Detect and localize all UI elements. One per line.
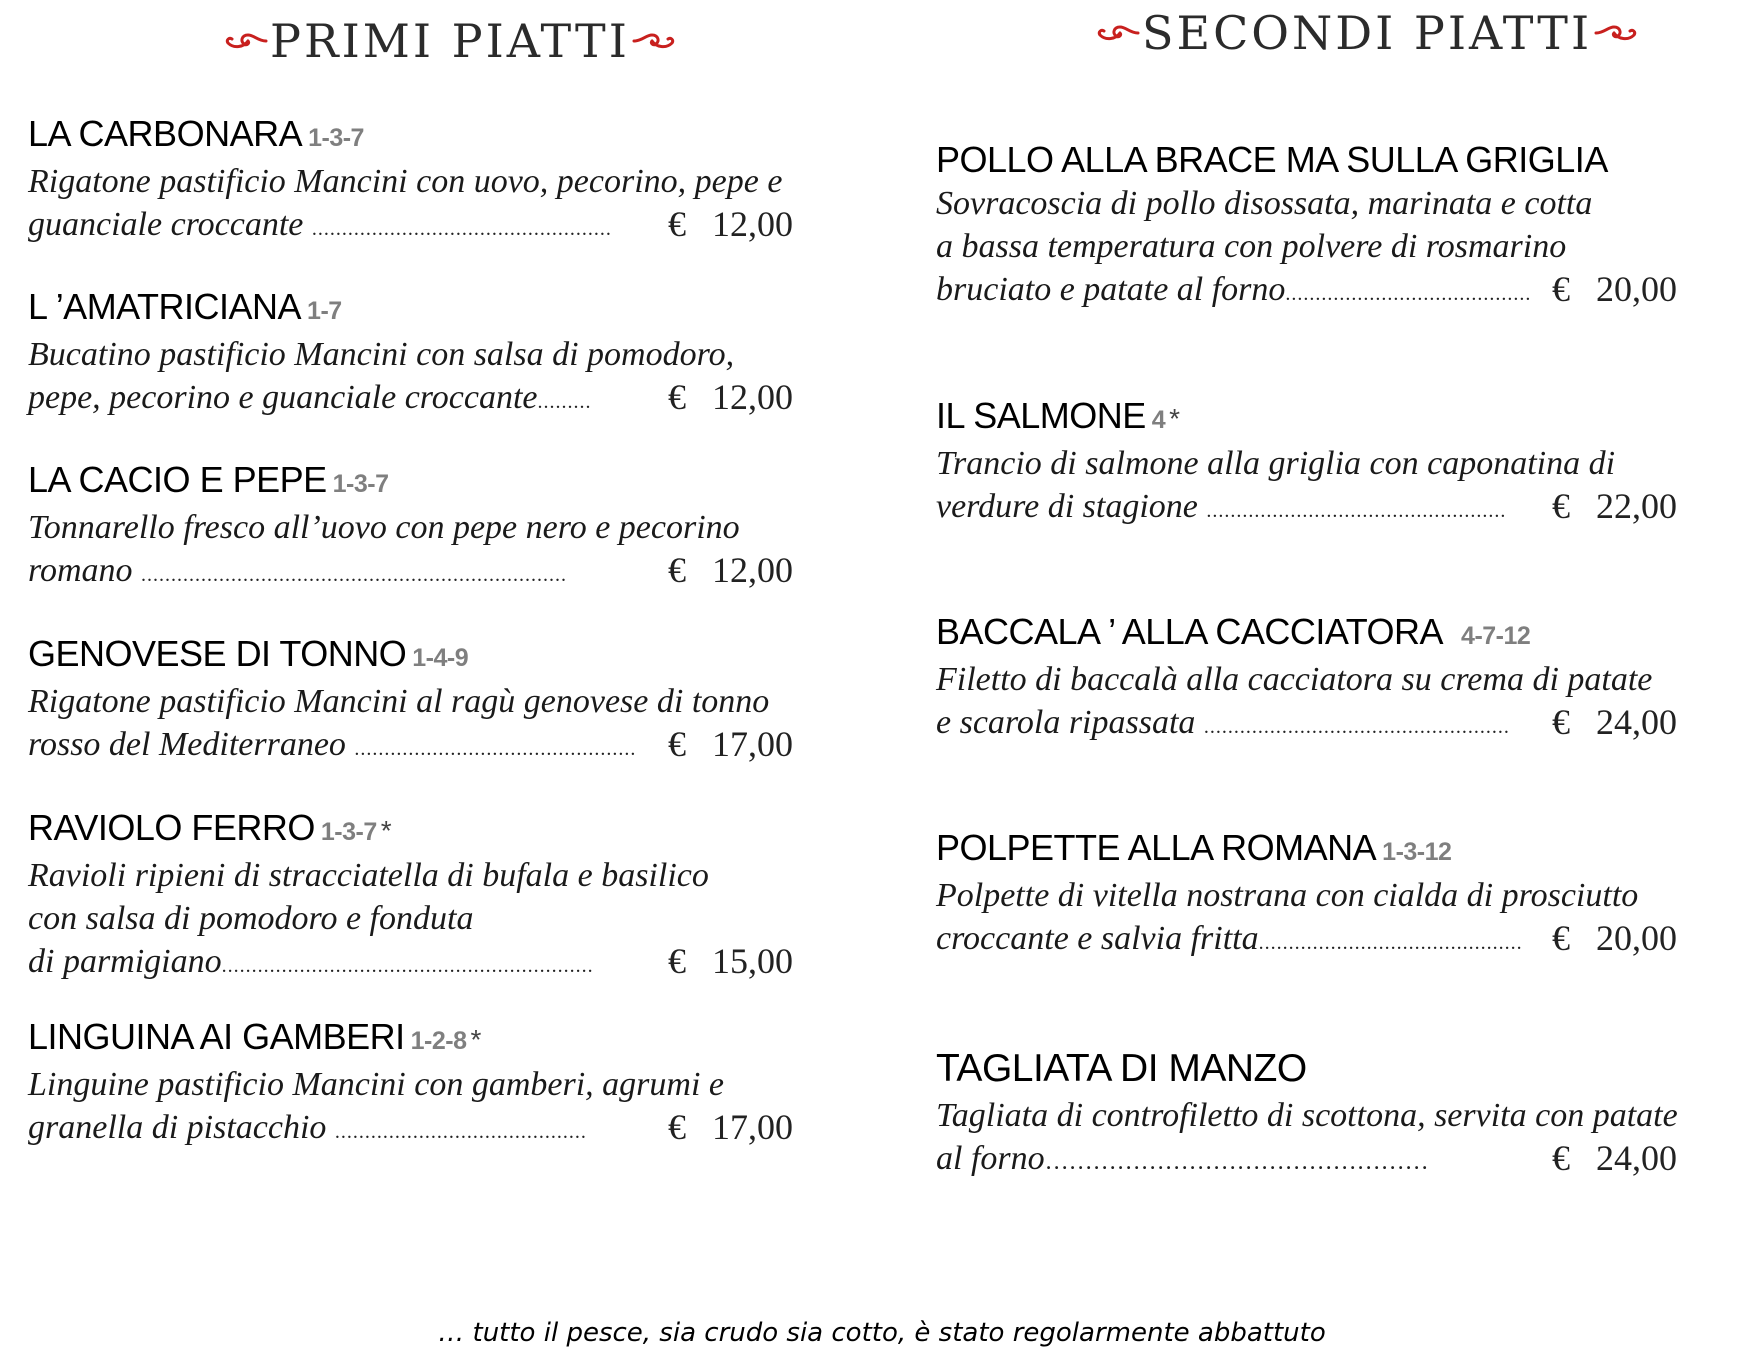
allergen-codes: 1-7 [307,297,342,325]
raw-fish-star: * [380,815,392,846]
dish-amatriciana [28,285,828,424]
dish-price [1552,701,1677,744]
dish-description: Linguine pastificio Mancini con gamberi, agrumi e [28,1066,724,1103]
price-value: 24,00 [1596,1138,1677,1178]
dot-leader: .................................................. [1206,500,1507,522]
currency-symbol: € [1552,486,1570,526]
currency-symbol: € [668,204,686,244]
currency-symbol: € [1552,1138,1570,1178]
currency-symbol: € [668,941,686,981]
dish-name: LINGUINA AI GAMBERI [28,1016,405,1057]
currency-symbol: € [1552,702,1570,742]
dish-price [668,723,793,766]
price-value: 20,00 [1596,918,1677,958]
left-scroll-ornament-icon [1096,21,1140,45]
dish-name-row [28,458,828,506]
price-value: 12,00 [712,204,793,244]
left-scroll-ornament-icon [224,29,268,53]
dish-name-row [28,285,828,333]
dish-il-salmone [936,394,1756,533]
dish-description: Rigatone pastificio Mancini al ragù genovese di tonno [28,683,770,720]
currency-symbol: € [668,1107,686,1147]
allergen-codes: 1-3-12 [1382,838,1452,866]
price-value: 15,00 [712,941,793,981]
dish-description: al forno [936,1140,1045,1177]
dish-description: Tonnarello fresco all’uovo con pepe nero e pecorino [28,509,740,546]
dish-price [1552,268,1677,311]
dish-description: croccante e salvia fritta [936,920,1259,957]
right-scroll-ornament-icon [1594,21,1638,45]
allergen-codes: 1-2-8 [410,1027,467,1055]
dish-name-row [28,806,828,854]
dish-price [668,203,793,246]
dish-name-row [936,394,1756,442]
dish-description: rosso del Mediterraneo [28,726,346,763]
price-line [28,549,828,597]
dish-description: di parmigiano [28,943,222,980]
allergen-codes: 1-4-9 [412,644,469,672]
price-value: 17,00 [712,1107,793,1147]
dish-description: verdure di stagione [936,488,1198,525]
allergen-codes: 4 [1151,406,1166,434]
dish-description: romano [28,552,133,589]
currency-symbol: € [668,724,686,764]
dot-leader: ………………………………………… [1044,1149,1429,1175]
dish-description: a bassa temperatura con polvere di rosmarino [936,228,1567,265]
dish-name-row [936,1044,1756,1094]
dish-tagliata-di-manzo [936,1044,1756,1184]
allergen-codes: 1-3-7 [332,470,389,498]
price-line [936,917,1756,965]
dot-leader: ......... [537,391,592,413]
price-value: 12,00 [712,377,793,417]
secondi-piatti-title-text: SECONDI PIATTI [1142,6,1593,60]
dish-description: con salsa di pomodoro e fonduta [28,900,474,937]
dish-description: Bucatino pastificio Mancini con salsa di pomodoro, [28,336,735,373]
currency-symbol: € [668,550,686,590]
price-line [28,1106,828,1154]
dish-name-row [28,632,828,680]
dish-description: pepe, pecorino e guanciale croccante [28,379,538,416]
dish-name-row [936,610,1756,658]
dish-description: Rigatone pastificio Mancini con uovo, pecorino, pepe e [28,163,783,200]
dish-price [668,376,793,419]
price-value: 24,00 [1596,702,1677,742]
allergen-codes: 1-3-7 [320,818,377,846]
price-value: 17,00 [712,724,793,764]
dish-price [1552,485,1677,528]
raw-fish-star: * [470,1024,481,1055]
dish-name: LA CARBONARA [28,113,303,154]
dot-leader: ......................................... [1285,283,1532,305]
dish-description: Ravioli ripieni di stracciatella di bufala e basilico [28,857,709,894]
price-line [936,268,1756,316]
currency-symbol: € [1552,269,1570,309]
dish-name-row [28,1015,828,1063]
price-value: 20,00 [1596,269,1677,309]
price-line [28,723,828,771]
dish-name: POLPETTE ALLA ROMANA [936,827,1377,868]
currency-symbol: € [1552,918,1570,958]
dish-description: bruciato e patate al forno [936,271,1286,308]
dish-name-row [936,826,1756,874]
dish-linguina-ai-gamberi [28,1015,828,1154]
raw-fish-star: * [1169,403,1180,434]
price-line [28,940,828,988]
dot-leader: ............................................ [1258,932,1523,954]
dish-description: e scarola ripassata [936,704,1196,741]
dish-name-row [28,112,828,160]
dish-name: IL SALMONE [936,395,1146,436]
dish-pollo-alla-brace [936,138,1756,316]
dish-name-row [936,138,1756,182]
dish-price [668,1106,793,1149]
dish-name: GENOVESE DI TONNO [28,633,407,674]
dish-name: LA CACIO E PEPE [28,459,327,500]
dish-raviolo-ferro [28,806,828,988]
dish-price [668,549,793,592]
dot-leader: ............................................... [354,738,637,760]
dish-carbonara [28,112,828,251]
price-line [28,203,828,251]
allergen-codes: 1-3-7 [308,124,364,152]
dish-name: RAVIOLO FERRO [28,807,315,848]
dot-leader: .................................................. [311,218,612,240]
dish-description: Tagliata di controfiletto di scottona, servita con patate [936,1097,1678,1134]
dot-leader: ....................................................................... [141,564,568,586]
allergen-codes: 4-7-12 [1461,622,1531,650]
dish-name: L ’AMATRICIANA [28,286,302,327]
price-line [936,701,1756,749]
price-line [936,1137,1756,1184]
dish-genovese-di-tonno [28,632,828,771]
dot-leader: .............................................................. [221,955,594,977]
dish-description: guanciale croccante [28,206,304,243]
dish-cacio-e-pepe [28,458,828,597]
primi-piatti-title-text: PRIMI PIATTI [270,14,630,68]
price-line [28,376,828,424]
dish-polpette-alla-romana [936,826,1756,965]
dish-baccala-alla-cacciatora [936,610,1756,749]
dish-price [1552,1137,1677,1180]
dish-description: Sovracoscia di pollo disossata, marinata e cotta [936,185,1593,222]
dot-leader: ................................................... [1203,716,1510,738]
primi-piatti-title [224,14,676,68]
dish-name: BACCALA ’ ALLA CACCIATORA [936,611,1444,652]
dot-leader: .......................................... [334,1121,587,1143]
price-value: 12,00 [712,550,793,590]
price-line [936,485,1756,533]
dish-name: TAGLIATA DI MANZO [936,1047,1307,1090]
dish-description: Trancio di salmone alla griglia con caponatina di [936,445,1616,482]
secondi-piatti-title [1096,6,1638,60]
price-value: 22,00 [1596,486,1677,526]
dish-name: POLLO ALLA BRACE MA SULLA GRIGLIA [936,139,1608,180]
dish-description: Polpette di vitella nostrana con cialda di prosciutto [936,877,1639,914]
dish-description: granella di pistacchio [28,1109,327,1146]
currency-symbol: € [668,377,686,417]
dish-description: Filetto di baccalà alla cacciatora su crema di patate [936,661,1653,698]
dish-price [668,940,793,983]
footer-note: … tutto il pesce, sia crudo sia cotto, è stato regolarmente abbattuto [438,1318,1326,1348]
dish-price [1552,917,1677,960]
right-scroll-ornament-icon [632,29,676,53]
